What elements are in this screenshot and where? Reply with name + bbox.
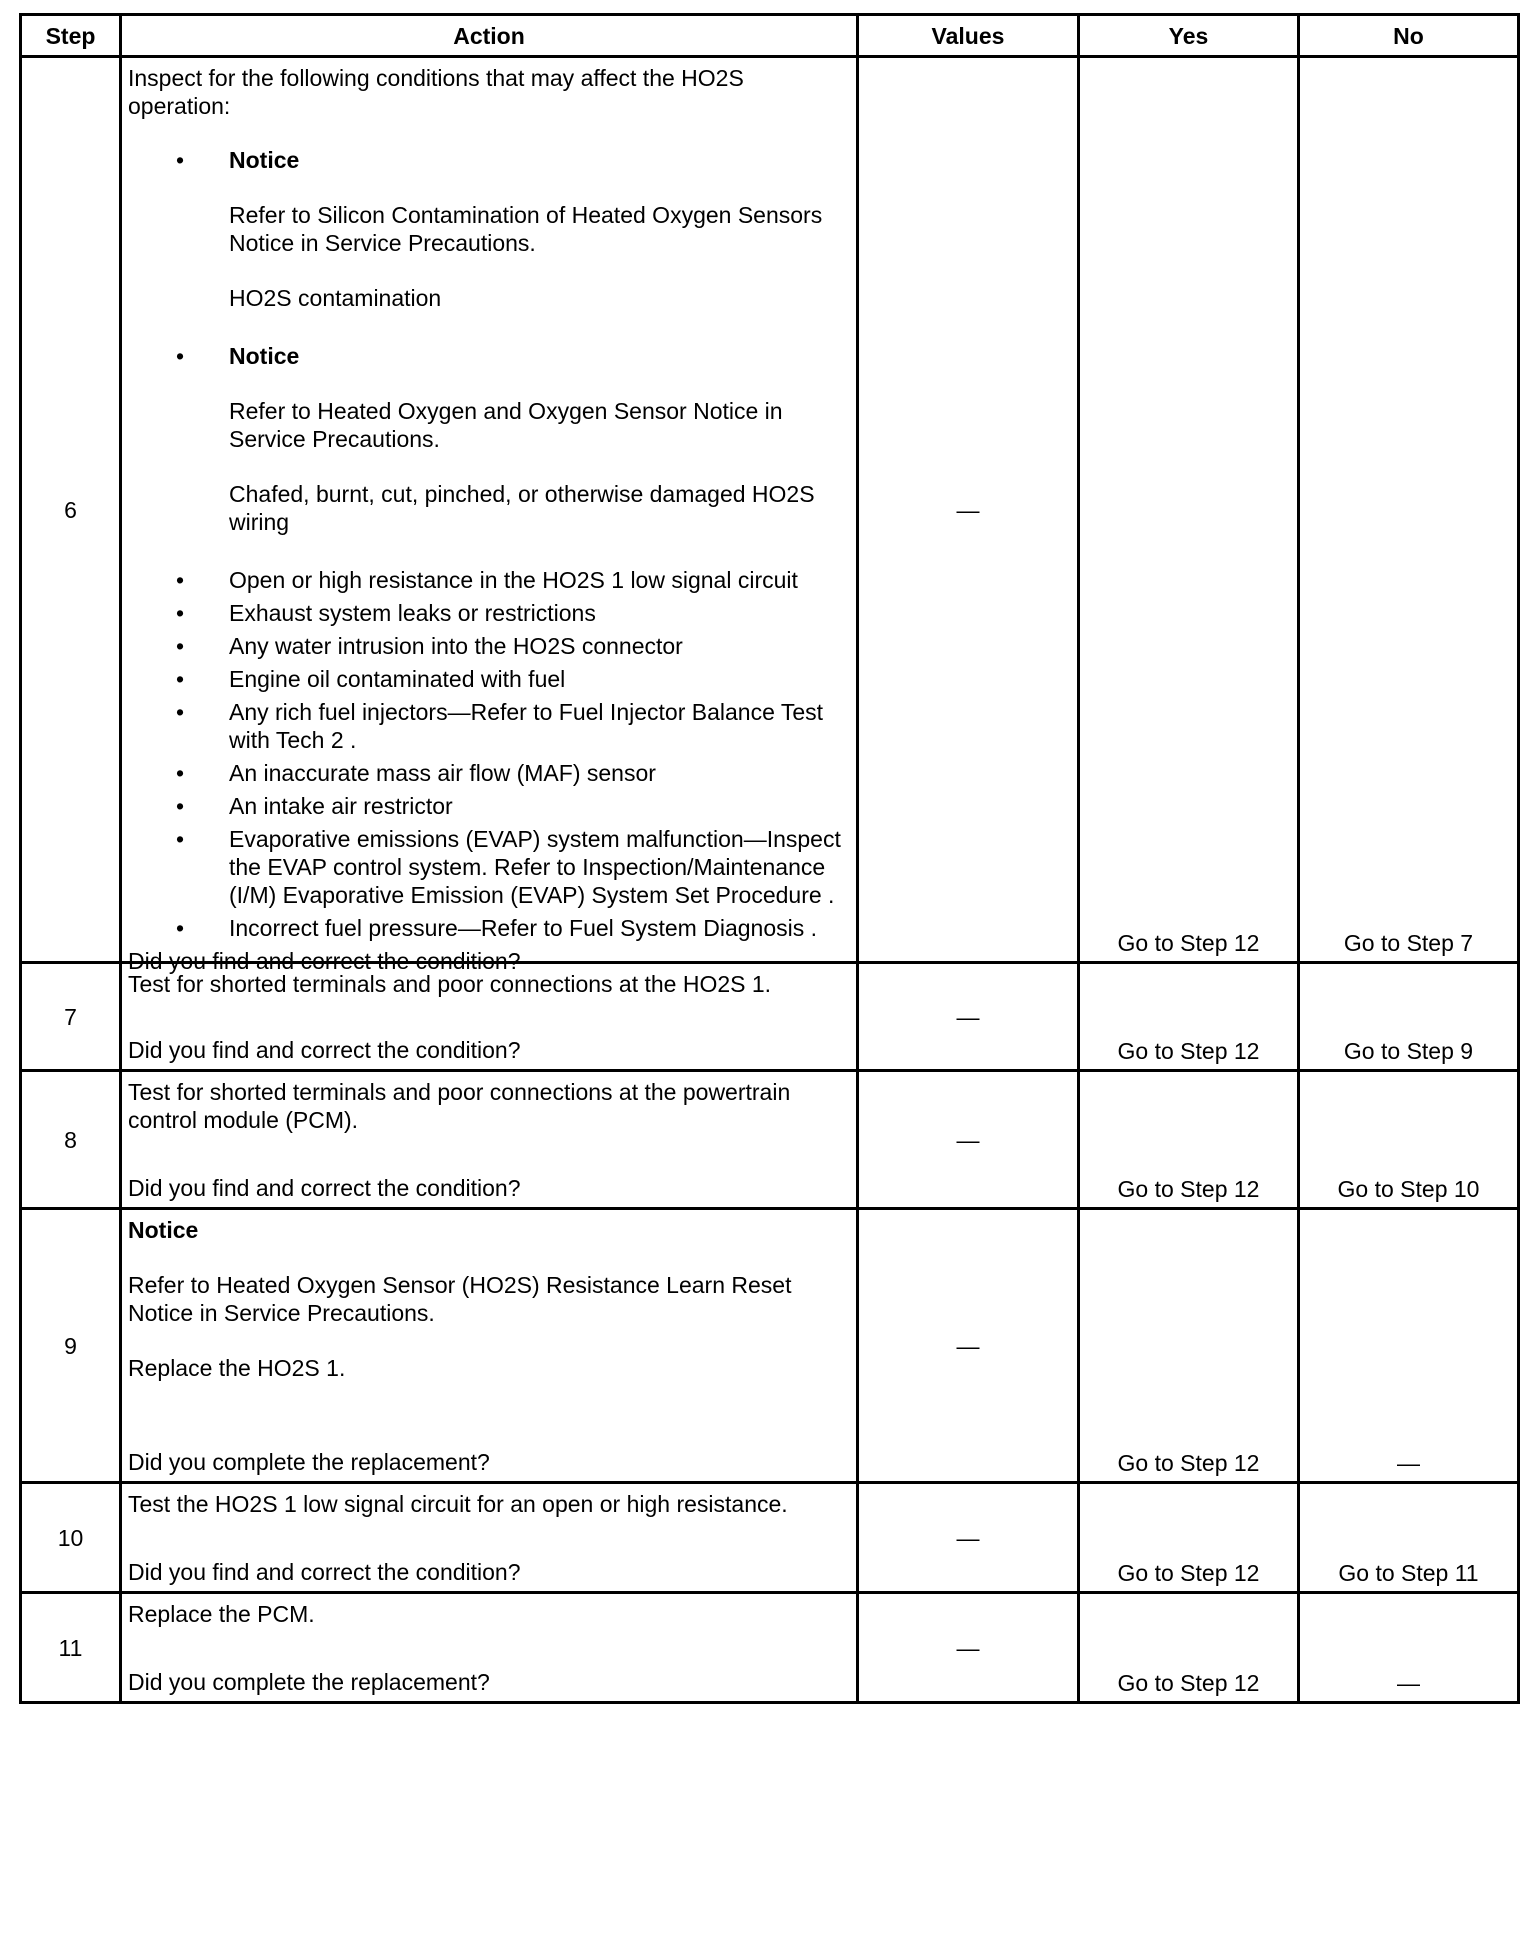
condition-text: Engine oil contaminated with fuel xyxy=(229,666,566,692)
bullet-icon: • xyxy=(176,699,185,725)
list-item xyxy=(128,599,850,627)
table-row-step-9 xyxy=(21,1209,1519,1483)
condition-text: Evaporative emissions (EVAP) system malfunction—Inspect the EVAP control system. Refer to Inspection/Maintenance (I/M) Evaporative Emission (EVAP) System Set Procedure . xyxy=(229,826,841,908)
action-cell xyxy=(121,1071,858,1209)
yes-cell: Go to Step 12 xyxy=(1079,963,1299,1071)
table-row-step-8 xyxy=(21,1071,1519,1209)
notice-text: Refer to Heated Oxygen Sensor (HO2S) Resistance Learn Reset Notice in Service Precautions. xyxy=(128,1272,792,1326)
table-row-step-11 xyxy=(21,1593,1519,1703)
action-intro: Inspect for the following conditions that may affect the HO2S operation: xyxy=(128,65,744,119)
action-text: Replace the HO2S 1. xyxy=(128,1355,346,1381)
action-text: Test for shorted terminals and poor connections at the HO2S 1. xyxy=(128,971,772,997)
action-text: Test the HO2S 1 low signal circuit for an open or high resistance. xyxy=(128,1491,788,1517)
values-cell: — xyxy=(858,963,1079,1071)
table-row-step-7 xyxy=(21,963,1519,1071)
notice-text: Refer to Silicon Contamination of Heated Oxygen Sensors Notice in Service Precautions. xyxy=(229,202,823,256)
notice-list xyxy=(128,342,850,370)
no-cell: Go to Step 9 xyxy=(1299,963,1519,1071)
values-cell: — xyxy=(858,1209,1079,1483)
condition-text: An inaccurate mass air flow (MAF) sensor xyxy=(229,760,656,786)
list-item xyxy=(128,792,850,820)
no-cell: — xyxy=(1299,1209,1519,1483)
step-number: 6 xyxy=(21,57,121,963)
diagnostic-table-document xyxy=(19,13,1517,1704)
no-cell: Go to Step 7 xyxy=(1299,57,1519,963)
no-cell: Go to Step 10 xyxy=(1299,1071,1519,1209)
table-row-step-10 xyxy=(21,1483,1519,1593)
list-item xyxy=(128,342,850,370)
list-item xyxy=(128,825,850,909)
condition-text: Open or high resistance in the HO2S 1 low signal circuit xyxy=(229,567,798,593)
notice-title: Notice xyxy=(229,147,300,173)
list-item xyxy=(128,914,850,942)
condition-text: Any rich fuel injectors—Refer to Fuel Injector Balance Test with Tech 2 . xyxy=(229,699,824,753)
notice-title: Notice xyxy=(229,343,300,369)
list-item xyxy=(128,566,850,594)
action-cell xyxy=(121,1209,858,1483)
bullet-icon: • xyxy=(176,826,185,852)
bullet-icon: • xyxy=(176,567,185,593)
step-number: 10 xyxy=(21,1483,121,1593)
yes-cell: Go to Step 12 xyxy=(1079,1071,1299,1209)
action-question: Did you find and correct the condition? xyxy=(128,1559,521,1585)
action-question: Did you find and correct the condition? xyxy=(128,1037,521,1063)
action-text: Test for shorted terminals and poor connections at the powertrain control module (PCM). xyxy=(128,1079,791,1133)
condition-text: Incorrect fuel pressure—Refer to Fuel System Diagnosis . xyxy=(229,915,818,941)
bullet-icon: • xyxy=(176,633,185,659)
action-cell xyxy=(121,1593,858,1703)
yes-cell: Go to Step 12 xyxy=(1079,57,1299,963)
notice-item: HO2S contamination xyxy=(229,285,442,311)
values-cell: — xyxy=(858,1071,1079,1209)
step-number: 11 xyxy=(21,1593,121,1703)
action-question: Did you find and correct the condition? xyxy=(128,948,521,974)
notice-title: Notice xyxy=(128,1217,199,1243)
diagnostic-table xyxy=(19,13,1520,1704)
notice-list xyxy=(128,146,850,174)
header-row xyxy=(21,15,1519,57)
table-row-step-6 xyxy=(21,57,1519,963)
notice-item: Chafed, burnt, cut, pinched, or otherwise damaged HO2S wiring xyxy=(229,481,815,535)
condition-list xyxy=(128,566,850,942)
no-cell: — xyxy=(1299,1593,1519,1703)
values-cell: — xyxy=(858,57,1079,963)
no-cell: Go to Step 11 xyxy=(1299,1483,1519,1593)
yes-cell: Go to Step 12 xyxy=(1079,1593,1299,1703)
bullet-icon: • xyxy=(176,343,185,369)
values-cell: — xyxy=(858,1593,1079,1703)
yes-cell: Go to Step 12 xyxy=(1079,1483,1299,1593)
list-item xyxy=(128,698,850,754)
bullet-icon: • xyxy=(176,600,185,626)
header-action: Action xyxy=(121,15,858,57)
list-item xyxy=(128,632,850,660)
step-number: 7 xyxy=(21,963,121,1071)
notice-text: Refer to Heated Oxygen and Oxygen Sensor Notice in Service Precautions. xyxy=(229,398,783,452)
header-yes: Yes xyxy=(1079,15,1299,57)
bullet-icon: • xyxy=(176,915,185,941)
action-question: Did you complete the replacement? xyxy=(128,1669,490,1695)
action-text: Replace the PCM. xyxy=(128,1601,315,1627)
bullet-icon: • xyxy=(176,760,185,786)
list-item xyxy=(128,759,850,787)
header-no: No xyxy=(1299,15,1519,57)
step-number: 8 xyxy=(21,1071,121,1209)
condition-text: An intake air restrictor xyxy=(229,793,453,819)
bullet-icon: • xyxy=(176,793,185,819)
condition-text: Any water intrusion into the HO2S connector xyxy=(229,633,683,659)
action-cell xyxy=(121,963,858,1071)
bullet-icon: • xyxy=(176,666,185,692)
action-cell xyxy=(121,57,858,974)
step-number: 9 xyxy=(21,1209,121,1483)
header-values: Values xyxy=(858,15,1079,57)
list-item xyxy=(128,146,850,174)
header-step: Step xyxy=(21,15,121,57)
condition-text: Exhaust system leaks or restrictions xyxy=(229,600,596,626)
bullet-icon: • xyxy=(176,147,185,173)
action-question: Did you find and correct the condition? xyxy=(128,1175,521,1201)
list-item xyxy=(128,665,850,693)
action-question: Did you complete the replacement? xyxy=(128,1449,490,1475)
values-cell: — xyxy=(858,1483,1079,1593)
yes-cell: Go to Step 12 xyxy=(1079,1209,1299,1483)
action-cell xyxy=(121,1483,858,1593)
